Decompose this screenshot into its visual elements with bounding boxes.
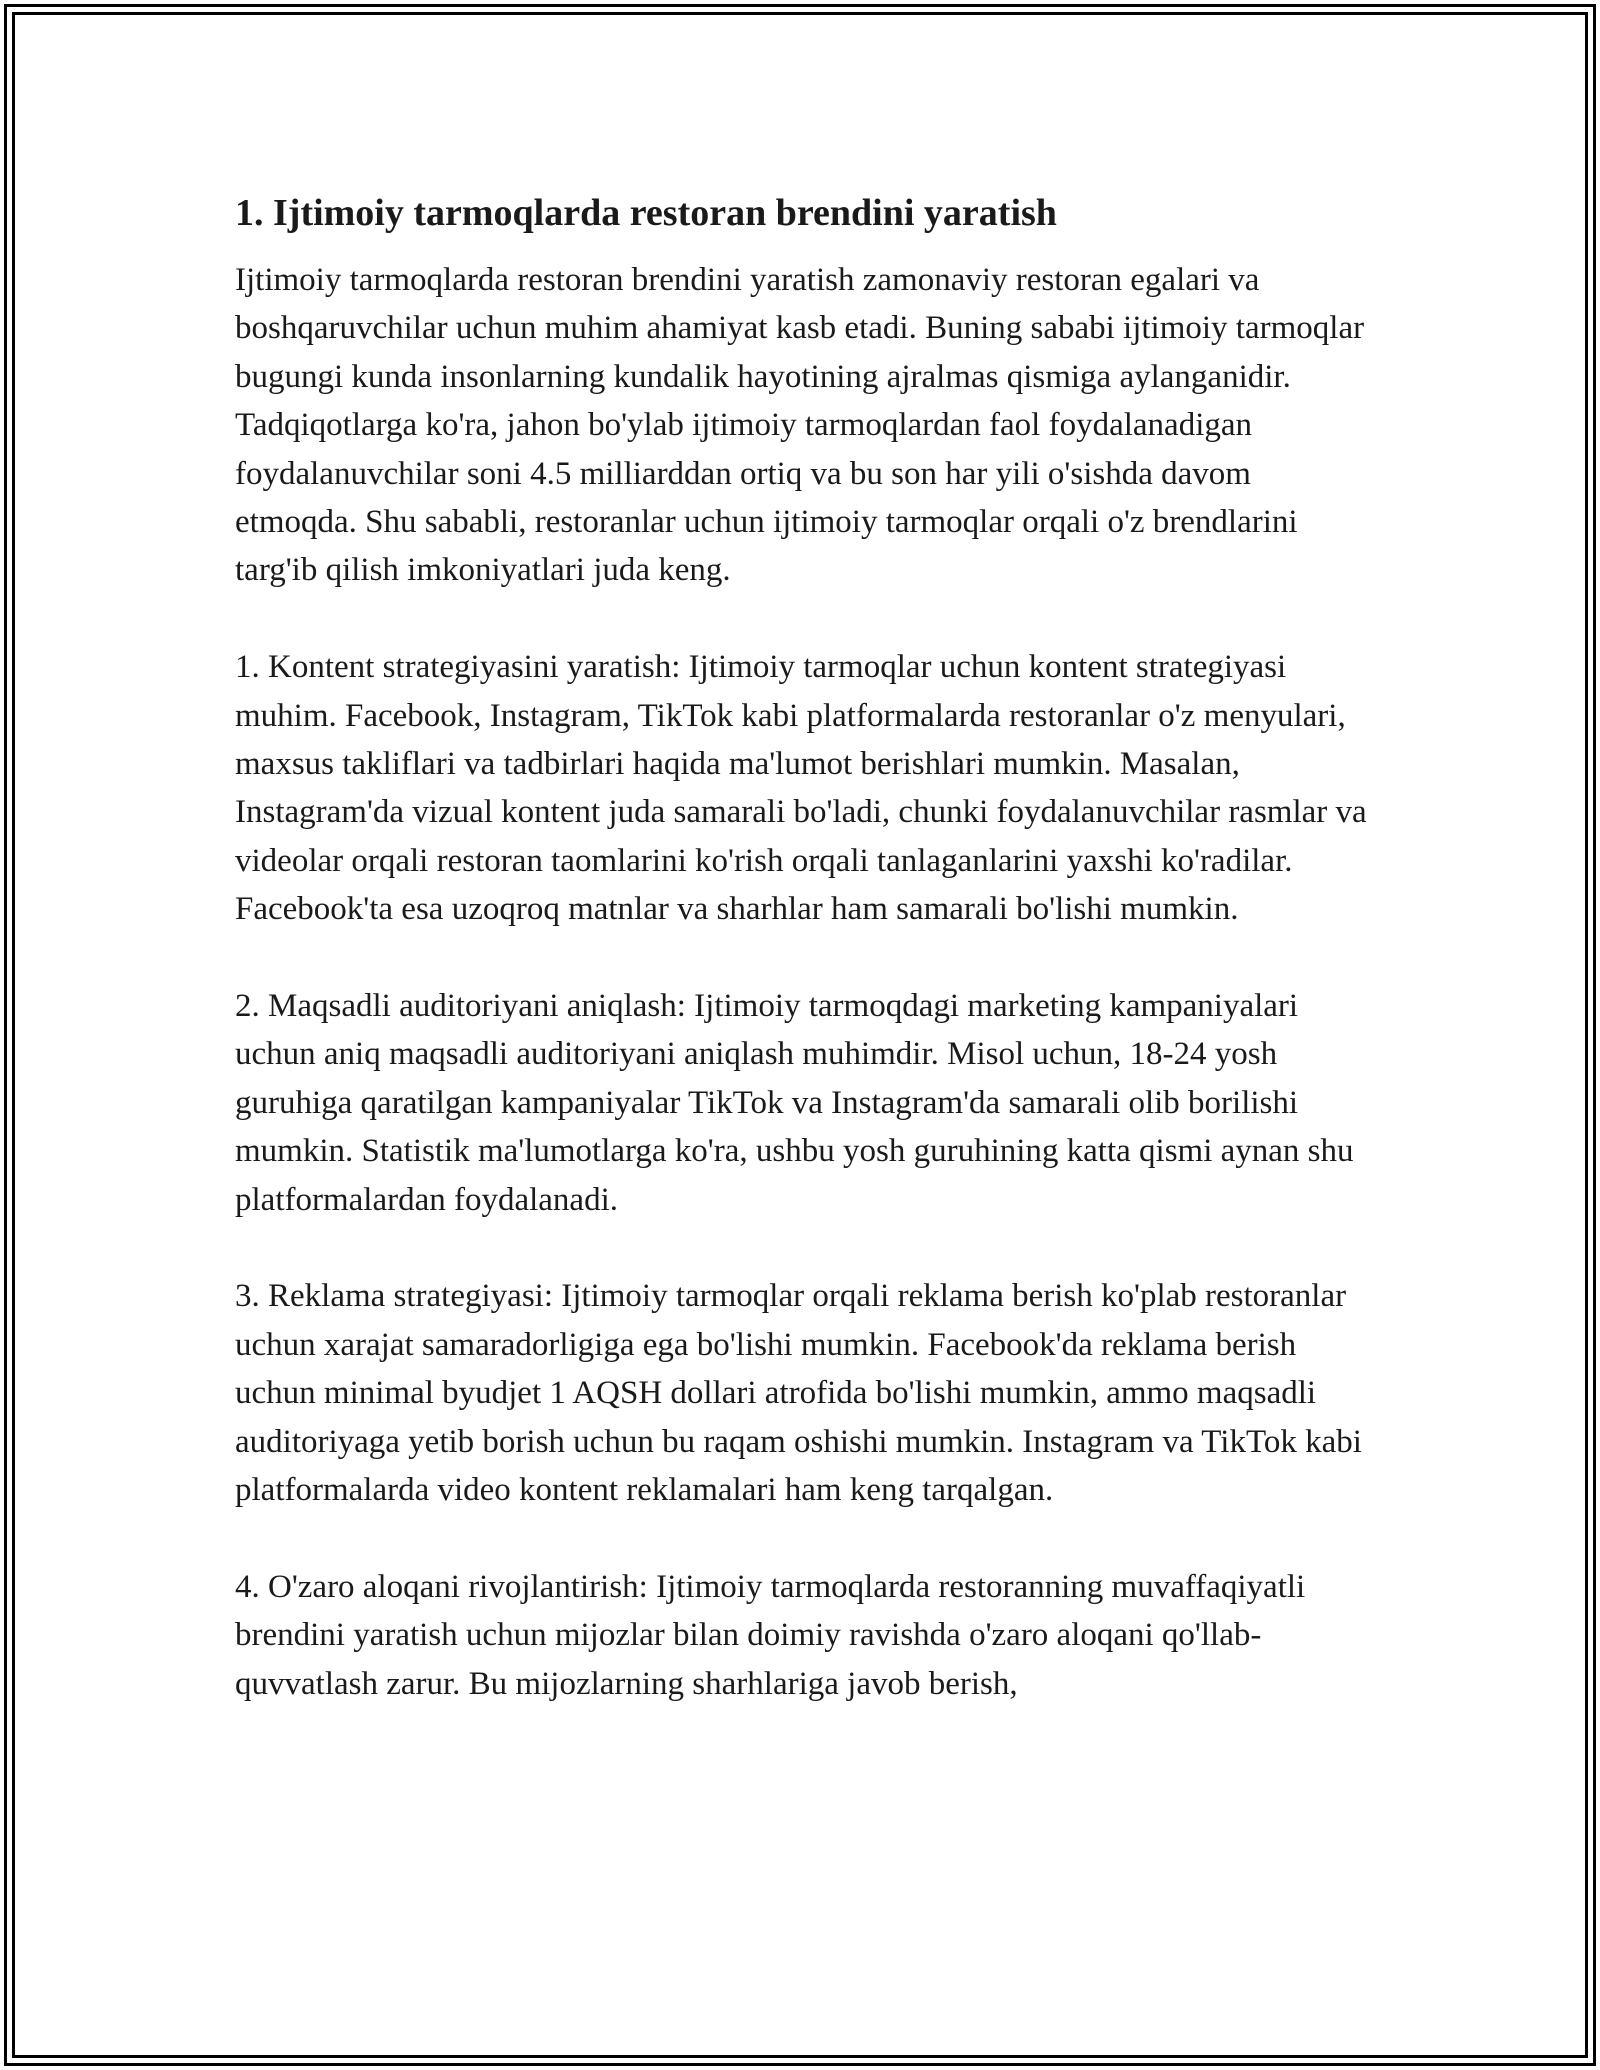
section-heading: 1. Ijtimoiy tarmoqlarda restoran brendini yaratish [235, 192, 1057, 234]
document-body [235, 186, 1375, 1757]
point-content-strategy: 1. Kontent strategiyasini yaratish: Ijtimoiy tarmoqlar uchun kontent strategiyasi muhim. Facebook, Instagram, TikTok kabi platformalarda restoranlar o'z menyulari, maxsus takliflari va tadbirlari haqida ma'lumot berishlari mumkin. Masalan, Instagram'da vizual kontent juda samarali bo'ladi, chunki foydalanuvchilar rasmlar va videolar orqali restoran taomlarini ko'rish orqali tanlaganlarini yaxshi ko'radilar. Facebook'ta esa uzoqroq matnlar va sharhlar ham samarali bo'lishi mumkin. [235, 649, 1367, 928]
intro-paragraph: Ijtimoiy tarmoqlarda restoran brendini yaratish zamonaviy restoran egalari va boshqaruvchilar uchun muhim ahamiyat kasb etadi. Buning sababi ijtimoiy tarmoqlar bugungi kunda insonlarning kundalik hayotining ajralmas qismiga aylanganidir. Tadqiqotlarga ko'ra, jahon bo'ylab ijtimoiy tarmoqlardan faol foydalanadigan foydalanuvchilar soni 4.5 milliarddan ortiq va bu son har yili o'sishda davom etmoqda. Shu sababli, restoranlar uchun ijtimoiy tarmoqlar orqali o'z brendlarini targ'ib qilish imkoniyatlari juda keng. [235, 262, 1365, 589]
point-target-audience: 2. Maqsadli auditoriyani aniqlash: Ijtimoiy tarmoqdagi marketing kampaniyalari uchun aniq maqsadli auditoriyani aniqlash muhimdir. Misol uchun, 18-24 yosh guruhiga qaratilgan kampaniyalar TikTok va Instagram'da samarali olib borilishi mumkin. Statistik ma'lumotlarga ko'ra, ushbu yosh guruhining katta qismi aynan shu platformalardan foydalanadi. [235, 988, 1354, 1218]
point-advertising-strategy: 3. Reklama strategiyasi: Ijtimoiy tarmoqlar orqali reklama berish ko'plab restoranlar uchun xarajat samaradorligiga ega bo'lishi mumkin. Facebook'da reklama berish uchun minimal byudjet 1 AQSH dollari atrofida bo'lishi mumkin, ammo maqsadli auditoriyaga yetib borish uchun bu raqam oshishi mumkin. Instagram va TikTok kabi platformalarda video kontent reklamalari ham keng tarqalgan. [235, 1278, 1362, 1509]
point-interaction: 4. O'zaro aloqani rivojlantirish: Ijtimoiy tarmoqlarda restoranning muvaffaqiyatli brendini yaratish uchun mijozlar bilan doimiy ravishda o'zaro aloqani qo'llab-quvvatlash zarur. Bu mijozlarning sharhlariga javob berish, [235, 1568, 1306, 1702]
